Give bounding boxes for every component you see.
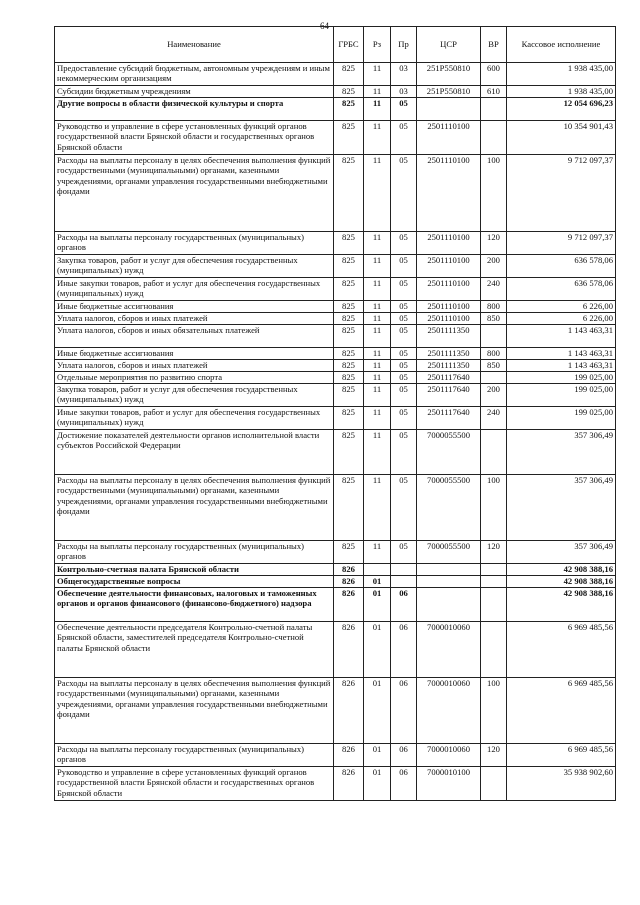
cell-name: Общегосударственные вопросы — [55, 576, 334, 588]
cell-grbs: 825 — [334, 63, 364, 86]
cell-grbs: 826 — [334, 767, 364, 801]
table-row — [55, 588, 616, 622]
cell-grbs: 825 — [334, 155, 364, 232]
cell-grbs: 825 — [334, 360, 364, 372]
cell-amount: 199 025,00 — [507, 372, 616, 384]
cell-vr: 240 — [481, 407, 507, 430]
cell-csr: 2501110100 — [417, 255, 481, 278]
cell-amount: 357 306,49 — [507, 541, 616, 564]
cell-amount: 1 938 435,00 — [507, 86, 616, 98]
cell-vr: 610 — [481, 86, 507, 98]
cell-csr: 2501117640 — [417, 372, 481, 384]
cell-csr: 251P550810 — [417, 63, 481, 86]
cell-vr — [481, 372, 507, 384]
table-row — [55, 121, 616, 155]
cell-grbs: 825 — [334, 407, 364, 430]
cell-rz: 01 — [364, 576, 391, 588]
table-row — [55, 576, 616, 588]
cell-name: Другие вопросы в области физической культуры и спорта — [55, 98, 334, 121]
cell-csr: 7000055500 — [417, 475, 481, 541]
cell-grbs: 826 — [334, 744, 364, 767]
cell-pr: 05 — [391, 541, 417, 564]
table-row — [55, 541, 616, 564]
cell-vr: 850 — [481, 360, 507, 372]
cell-csr: 2501110100 — [417, 155, 481, 232]
cell-rz: 11 — [364, 301, 391, 313]
budget-table — [54, 26, 616, 801]
cell-amount: 10 354 901,43 — [507, 121, 616, 155]
cell-grbs: 826 — [334, 678, 364, 744]
cell-rz: 11 — [364, 278, 391, 301]
cell-pr: 05 — [391, 348, 417, 360]
cell-rz: 01 — [364, 622, 391, 678]
cell-rz: 11 — [364, 348, 391, 360]
cell-rz: 11 — [364, 232, 391, 255]
cell-vr: 120 — [481, 541, 507, 564]
cell-vr: 100 — [481, 678, 507, 744]
cell-grbs: 825 — [334, 255, 364, 278]
cell-amount: 1 143 463,31 — [507, 325, 616, 348]
cell-csr: 2501110100 — [417, 313, 481, 325]
cell-rz: 11 — [364, 325, 391, 348]
cell-csr: 2501110100 — [417, 301, 481, 313]
table-row — [55, 278, 616, 301]
header-amount: Кассовое исполнение — [507, 27, 616, 63]
cell-amount: 42 908 388,16 — [507, 588, 616, 622]
cell-amount: 6 226,00 — [507, 313, 616, 325]
cell-rz: 11 — [364, 63, 391, 86]
cell-amount: 9 712 097,37 — [507, 232, 616, 255]
cell-pr: 06 — [391, 622, 417, 678]
cell-name: Руководство и управление в сфере установленных функций органов государственной власти Брянской области и государственных органов Брянской области — [55, 767, 334, 801]
cell-pr: 06 — [391, 767, 417, 801]
cell-pr: 06 — [391, 744, 417, 767]
cell-csr — [417, 564, 481, 576]
cell-name: Закупка товаров, работ и услуг для обеспечения государственных (муниципальных) нужд — [55, 255, 334, 278]
cell-csr — [417, 588, 481, 622]
cell-name: Руководство и управление в сфере установленных функций органов государственной власти Брянской области и государственных органов Брянской области — [55, 121, 334, 155]
cell-vr: 120 — [481, 744, 507, 767]
cell-grbs: 825 — [334, 384, 364, 407]
cell-amount: 42 908 388,16 — [507, 576, 616, 588]
cell-pr: 05 — [391, 475, 417, 541]
table-row — [55, 360, 616, 372]
cell-name: Обеспечение деятельности председателя Контрольно-счетной палаты Брянской области, заместителей председателя Контрольно-счетной палаты Брянской области — [55, 622, 334, 678]
cell-grbs: 825 — [334, 278, 364, 301]
cell-rz: 11 — [364, 360, 391, 372]
cell-rz: 01 — [364, 767, 391, 801]
cell-name: Субсидии бюджетным учреждениям — [55, 86, 334, 98]
cell-name: Отдельные мероприятия по развитию спорта — [55, 372, 334, 384]
table-row — [55, 155, 616, 232]
cell-csr: 2501111350 — [417, 360, 481, 372]
cell-grbs: 825 — [334, 313, 364, 325]
cell-grbs: 826 — [334, 622, 364, 678]
cell-pr: 03 — [391, 86, 417, 98]
cell-rz: 01 — [364, 744, 391, 767]
table-row — [55, 407, 616, 430]
cell-grbs: 826 — [334, 588, 364, 622]
cell-amount: 12 054 696,23 — [507, 98, 616, 121]
cell-rz: 11 — [364, 372, 391, 384]
cell-pr — [391, 564, 417, 576]
cell-rz: 01 — [364, 588, 391, 622]
cell-vr: 600 — [481, 63, 507, 86]
table-row — [55, 232, 616, 255]
cell-amount: 6 969 485,56 — [507, 744, 616, 767]
cell-pr: 05 — [391, 372, 417, 384]
cell-csr — [417, 576, 481, 588]
cell-vr: 100 — [481, 155, 507, 232]
cell-name: Расходы на выплаты персоналу в целях обеспечения выполнения функций государственными (муниципальными) органами, казенными учреждениями, органами управления государственными внебюджетными фондами — [55, 155, 334, 232]
table-row — [55, 767, 616, 801]
table-row — [55, 86, 616, 98]
cell-amount: 6 969 485,56 — [507, 678, 616, 744]
table-row — [55, 255, 616, 278]
table-row — [55, 63, 616, 86]
table-row — [55, 622, 616, 678]
cell-vr: 800 — [481, 301, 507, 313]
cell-csr: 2501117640 — [417, 407, 481, 430]
cell-csr: 7000010060 — [417, 678, 481, 744]
cell-grbs: 825 — [334, 430, 364, 475]
cell-grbs: 825 — [334, 86, 364, 98]
cell-grbs: 825 — [334, 232, 364, 255]
cell-vr — [481, 588, 507, 622]
cell-grbs: 825 — [334, 325, 364, 348]
cell-amount: 636 578,06 — [507, 278, 616, 301]
cell-csr: 7000010060 — [417, 622, 481, 678]
cell-name: Расходы на выплаты персоналу государственных (муниципальных) органов — [55, 744, 334, 767]
cell-name: Иные бюджетные ассигнования — [55, 301, 334, 313]
cell-grbs: 825 — [334, 98, 364, 121]
cell-csr: 7000055500 — [417, 541, 481, 564]
cell-grbs: 825 — [334, 372, 364, 384]
cell-csr: 7000010100 — [417, 767, 481, 801]
cell-name: Уплата налогов, сборов и иных обязательных платежей — [55, 325, 334, 348]
cell-pr: 05 — [391, 360, 417, 372]
table-row — [55, 564, 616, 576]
cell-name: Иные закупки товаров, работ и услуг для обеспечения государственных (муниципальных) нужд — [55, 278, 334, 301]
cell-pr: 05 — [391, 255, 417, 278]
cell-name: Иные закупки товаров, работ и услуг для обеспечения государственных (муниципальных) нужд — [55, 407, 334, 430]
header-pr: Пр — [391, 27, 417, 63]
cell-pr: 05 — [391, 301, 417, 313]
cell-csr: 2501111350 — [417, 325, 481, 348]
cell-csr: 2501110100 — [417, 278, 481, 301]
cell-rz: 11 — [364, 475, 391, 541]
cell-csr: 2501110100 — [417, 232, 481, 255]
cell-rz: 01 — [364, 678, 391, 744]
cell-rz: 11 — [364, 155, 391, 232]
cell-rz — [364, 564, 391, 576]
table-row — [55, 325, 616, 348]
table-row — [55, 372, 616, 384]
cell-amount: 6 226,00 — [507, 301, 616, 313]
cell-pr: 05 — [391, 384, 417, 407]
cell-grbs: 825 — [334, 541, 364, 564]
cell-pr: 05 — [391, 232, 417, 255]
cell-pr: 05 — [391, 407, 417, 430]
cell-vr — [481, 564, 507, 576]
header-grbs: ГРБС — [334, 27, 364, 63]
cell-grbs: 825 — [334, 475, 364, 541]
cell-csr: 2501110100 — [417, 121, 481, 155]
cell-amount: 1 143 463,31 — [507, 348, 616, 360]
cell-pr: 05 — [391, 155, 417, 232]
cell-vr: 240 — [481, 278, 507, 301]
cell-amount: 1 938 435,00 — [507, 63, 616, 86]
cell-rz: 11 — [364, 98, 391, 121]
cell-name: Контрольно-счетная палата Брянской области — [55, 564, 334, 576]
cell-name: Расходы на выплаты персоналу в целях обеспечения выполнения функций государственными (муниципальными) органами, казенными учреждениями, органами управления государственными внебюджетными фондами — [55, 475, 334, 541]
cell-vr — [481, 767, 507, 801]
cell-pr: 05 — [391, 325, 417, 348]
table-row — [55, 744, 616, 767]
cell-csr: 251P550810 — [417, 86, 481, 98]
table-row — [55, 348, 616, 360]
table-row — [55, 301, 616, 313]
cell-rz: 11 — [364, 121, 391, 155]
cell-vr — [481, 622, 507, 678]
header-csr: ЦСР — [417, 27, 481, 63]
cell-amount: 199 025,00 — [507, 384, 616, 407]
cell-amount: 35 938 902,60 — [507, 767, 616, 801]
cell-vr — [481, 430, 507, 475]
cell-pr: 03 — [391, 63, 417, 86]
cell-rz: 11 — [364, 255, 391, 278]
cell-name: Расходы на выплаты персоналу в целях обеспечения выполнения функций государственными (муниципальными) органами, казенными учреждениями, органами управления государственными внебюджетными фондами — [55, 678, 334, 744]
table-row — [55, 430, 616, 475]
table-row — [55, 475, 616, 541]
header-rz: Рз — [364, 27, 391, 63]
cell-name: Уплата налогов, сборов и иных платежей — [55, 360, 334, 372]
cell-rz: 11 — [364, 384, 391, 407]
cell-pr: 05 — [391, 121, 417, 155]
table-row — [55, 384, 616, 407]
cell-pr — [391, 576, 417, 588]
cell-vr: 800 — [481, 348, 507, 360]
cell-pr: 06 — [391, 678, 417, 744]
cell-pr: 05 — [391, 313, 417, 325]
cell-amount: 636 578,06 — [507, 255, 616, 278]
cell-name: Иные бюджетные ассигнования — [55, 348, 334, 360]
cell-amount: 42 908 388,16 — [507, 564, 616, 576]
cell-rz: 11 — [364, 541, 391, 564]
cell-amount: 9 712 097,37 — [507, 155, 616, 232]
cell-vr: 120 — [481, 232, 507, 255]
cell-rz: 11 — [364, 430, 391, 475]
cell-name: Достижение показателей деятельности органов исполнительной власти субъектов Российской Федерации — [55, 430, 334, 475]
cell-name: Закупка товаров, работ и услуг для обеспечения государственных (муниципальных) нужд — [55, 384, 334, 407]
cell-name: Обеспечение деятельности финансовых, налоговых и таможенных органов и органов финансового (финансово-бюджетного) надзора — [55, 588, 334, 622]
cell-rz: 11 — [364, 86, 391, 98]
cell-grbs: 825 — [334, 348, 364, 360]
cell-rz: 11 — [364, 407, 391, 430]
cell-pr: 05 — [391, 98, 417, 121]
cell-name: Предоставление субсидий бюджетным, автономным учреждениям и иным некоммерческим организациям — [55, 63, 334, 86]
cell-vr — [481, 325, 507, 348]
cell-csr: 2501117640 — [417, 384, 481, 407]
cell-vr — [481, 98, 507, 121]
cell-vr — [481, 576, 507, 588]
table-header-row — [55, 27, 616, 63]
cell-amount: 6 969 485,56 — [507, 622, 616, 678]
cell-vr — [481, 121, 507, 155]
table-row — [55, 98, 616, 121]
cell-csr: 2501111350 — [417, 348, 481, 360]
cell-grbs: 825 — [334, 121, 364, 155]
cell-csr: 7000055500 — [417, 430, 481, 475]
cell-name: Уплата налогов, сборов и иных платежей — [55, 313, 334, 325]
cell-vr: 100 — [481, 475, 507, 541]
cell-vr: 200 — [481, 384, 507, 407]
cell-csr: 7000010060 — [417, 744, 481, 767]
cell-pr: 05 — [391, 278, 417, 301]
header-vr: ВР — [481, 27, 507, 63]
cell-grbs: 826 — [334, 576, 364, 588]
table-row — [55, 678, 616, 744]
header-name: Наименование — [55, 27, 334, 63]
cell-name: Расходы на выплаты персоналу государственных (муниципальных) органов — [55, 232, 334, 255]
page-number: 64 — [320, 21, 329, 31]
cell-name: Расходы на выплаты персоналу государственных (муниципальных) органов — [55, 541, 334, 564]
cell-pr: 06 — [391, 588, 417, 622]
cell-rz: 11 — [364, 313, 391, 325]
cell-csr — [417, 98, 481, 121]
cell-vr: 850 — [481, 313, 507, 325]
cell-amount: 1 143 463,31 — [507, 360, 616, 372]
cell-amount: 357 306,49 — [507, 475, 616, 541]
cell-grbs: 826 — [334, 564, 364, 576]
cell-amount: 357 306,49 — [507, 430, 616, 475]
cell-amount: 199 025,00 — [507, 407, 616, 430]
cell-grbs: 825 — [334, 301, 364, 313]
table-row — [55, 313, 616, 325]
cell-pr: 05 — [391, 430, 417, 475]
cell-vr: 200 — [481, 255, 507, 278]
